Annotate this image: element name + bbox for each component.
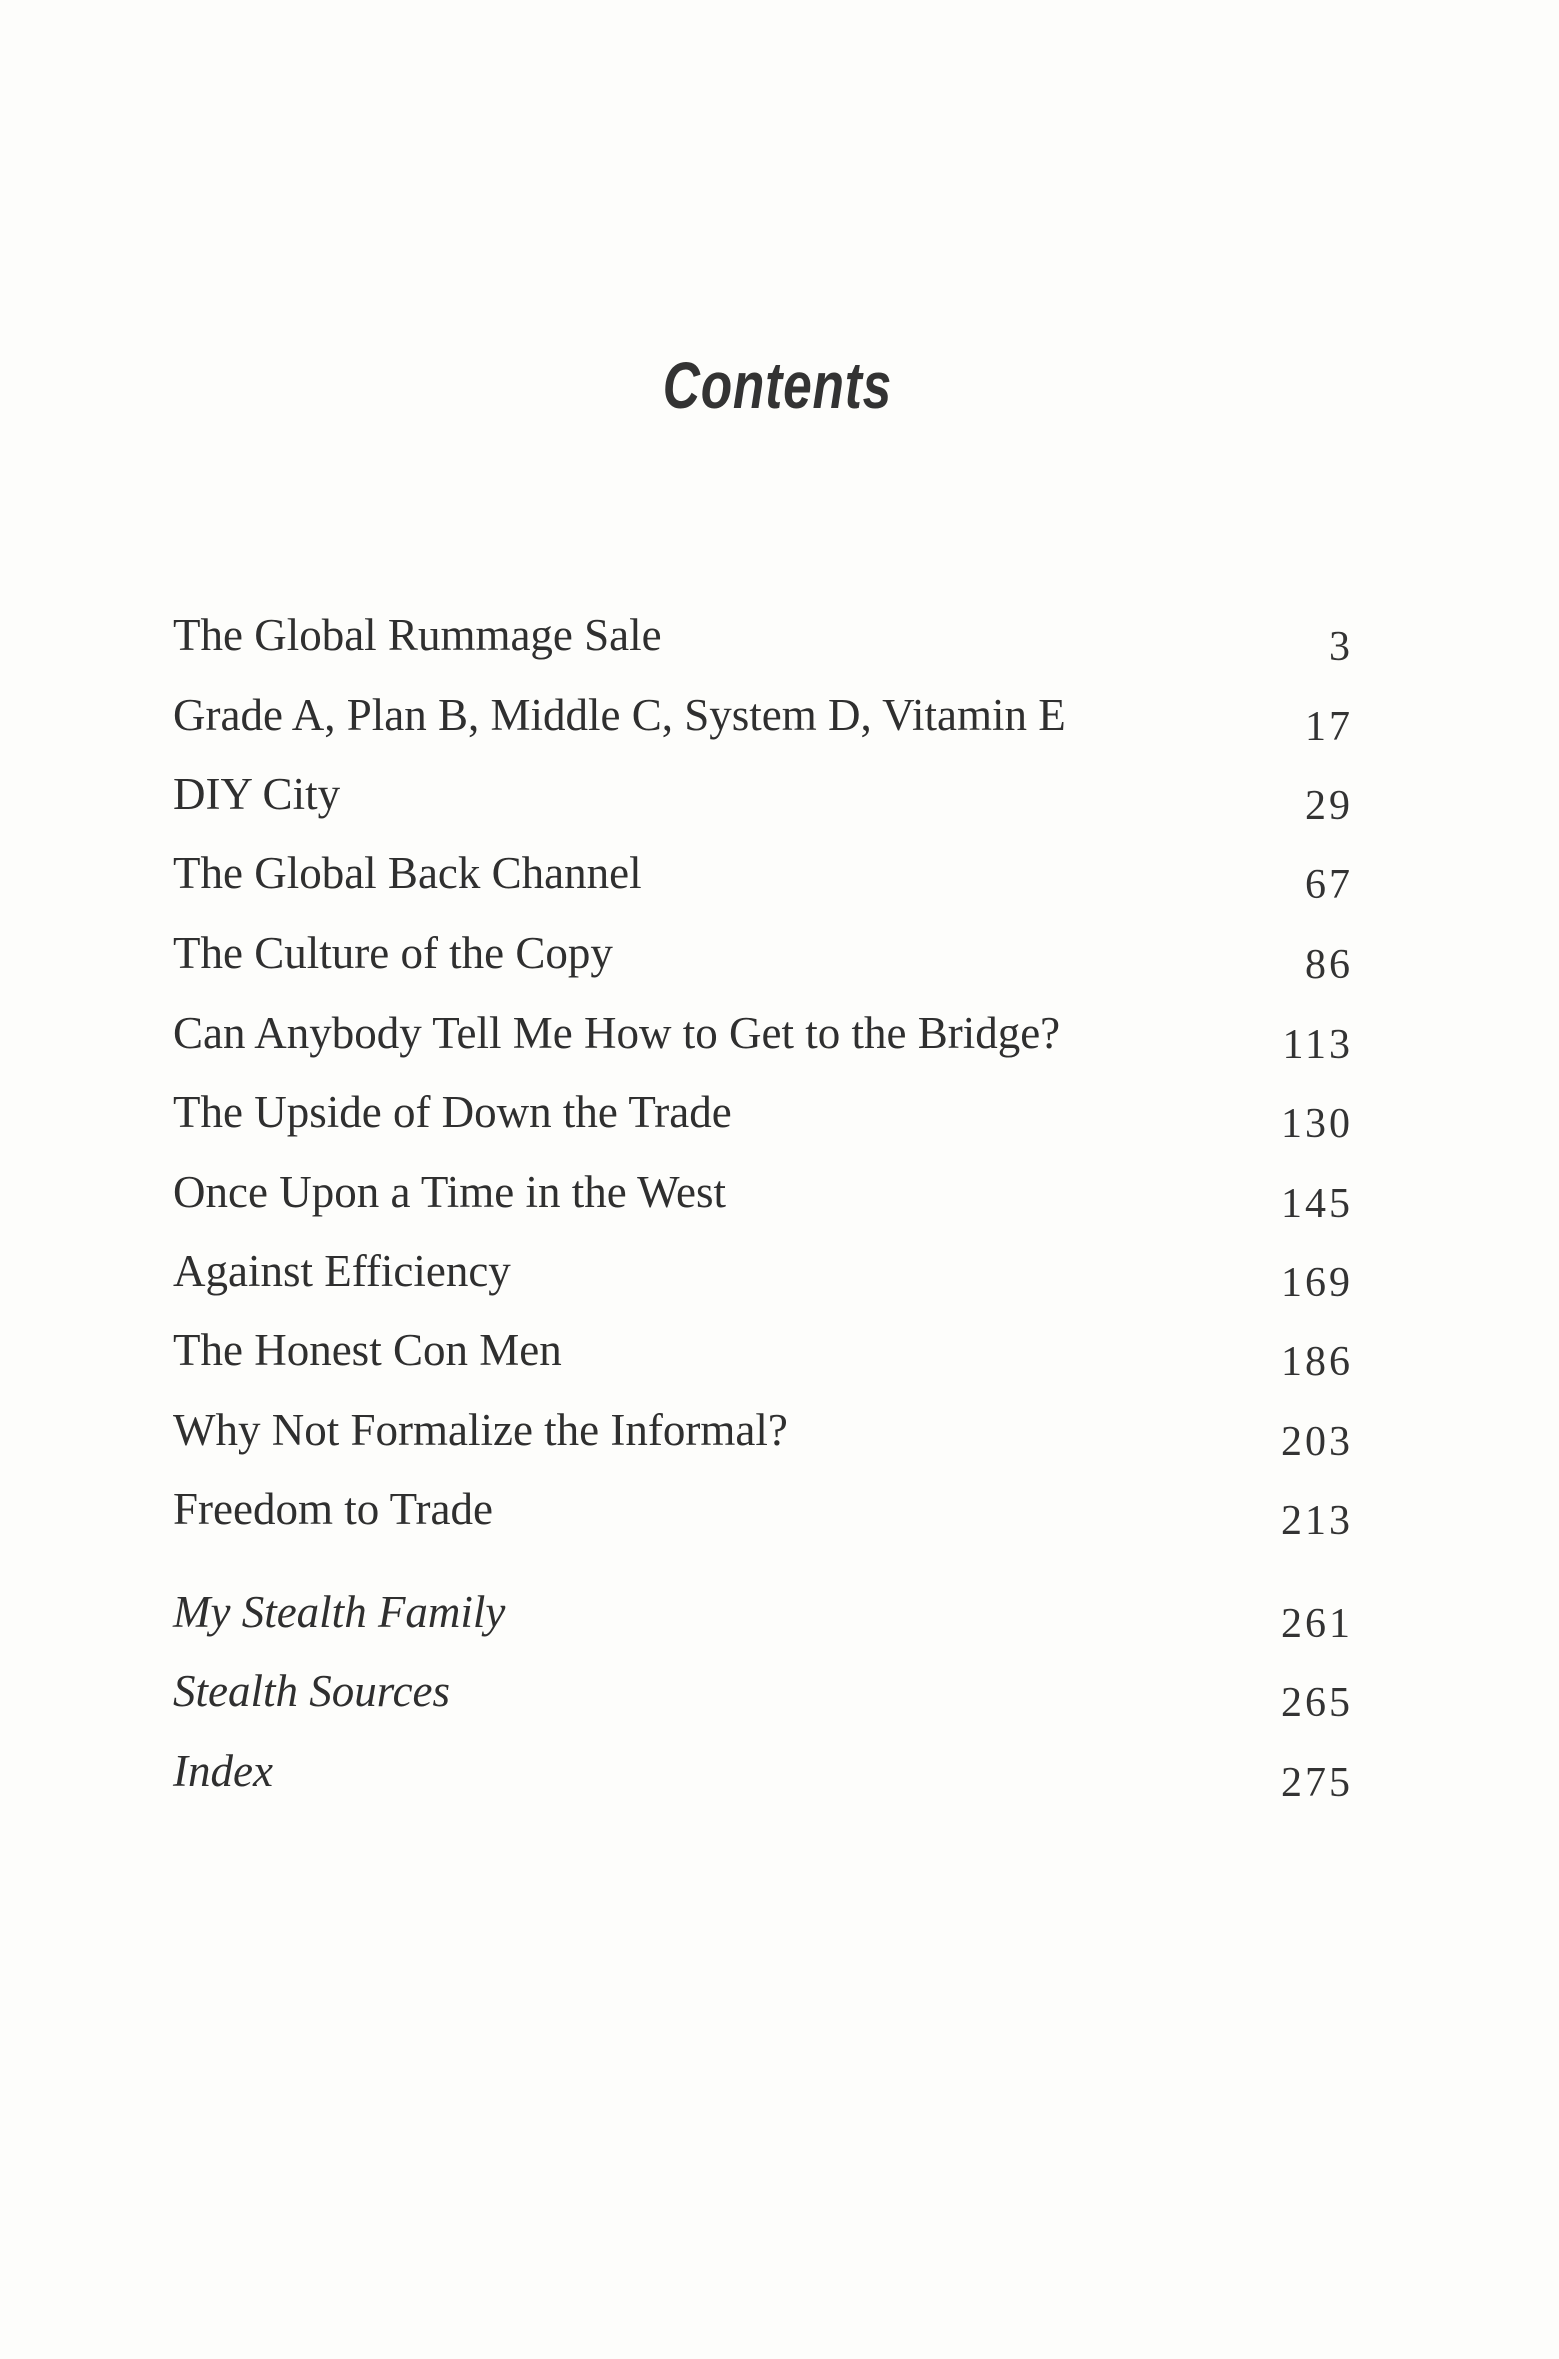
toc-entry-title: Index xyxy=(173,1746,273,1796)
toc-entry-title: Once Upon a Time in the West xyxy=(173,1167,727,1217)
toc-entry-title: Can Anybody Tell Me How to Get to the Bridge? xyxy=(173,1008,1061,1058)
toc-entry-page-number: 169 xyxy=(1281,1260,1353,1306)
toc-entry-page-number: 17 xyxy=(1305,704,1353,750)
toc-entry xyxy=(173,688,1353,758)
toc-entry-title: The Global Rummage Sale xyxy=(173,610,662,660)
toc-entry-page-number: 86 xyxy=(1305,942,1353,988)
toc-entry-title: My Stealth Family xyxy=(173,1587,506,1637)
toc-entry xyxy=(173,1244,1353,1314)
toc-entry-page-number: 130 xyxy=(1281,1101,1353,1147)
toc-entry xyxy=(173,608,1353,678)
toc-entry xyxy=(173,1085,1353,1155)
toc-entry xyxy=(173,767,1353,837)
toc-entry-title: The Culture of the Copy xyxy=(173,928,613,978)
toc-entry-page-number: 3 xyxy=(1329,624,1353,670)
toc-back-matter-entry xyxy=(173,1664,1353,1734)
toc-entry xyxy=(173,926,1353,996)
toc-entry-page-number: 145 xyxy=(1281,1181,1353,1227)
toc-entry-title: The Global Back Channel xyxy=(173,848,642,898)
toc-entry xyxy=(173,1482,1353,1552)
toc-entry xyxy=(173,846,1353,916)
toc-entry-page-number: 203 xyxy=(1281,1419,1353,1465)
toc-entry-title: Against Efficiency xyxy=(173,1246,511,1296)
toc-entry-page-number: 213 xyxy=(1281,1498,1353,1544)
toc-entry-title: Grade A, Plan B, Middle C, System D, Vitamin E xyxy=(173,690,1066,740)
toc-entry-page-number: 261 xyxy=(1281,1601,1353,1647)
toc-entry-page-number: 29 xyxy=(1305,783,1353,829)
toc-back-matter-entry xyxy=(173,1744,1353,1814)
toc-entry-page-number: 265 xyxy=(1281,1680,1353,1726)
toc-entry xyxy=(173,1006,1353,1076)
toc-entry-title: DIY City xyxy=(173,769,341,819)
toc-back-matter-entry xyxy=(173,1585,1353,1655)
toc-entry-page-number: 186 xyxy=(1281,1339,1353,1385)
toc-entry-title: Freedom to Trade xyxy=(173,1484,493,1534)
page-title: Contents xyxy=(662,348,893,422)
toc-entry-title: Why Not Formalize the Informal? xyxy=(173,1405,788,1455)
toc-entry xyxy=(173,1323,1353,1393)
toc-entry-title: The Upside of Down the Trade xyxy=(173,1087,732,1137)
toc-entry-page-number: 67 xyxy=(1305,862,1353,908)
toc-entry xyxy=(173,1403,1353,1473)
toc-entry-title: Stealth Sources xyxy=(173,1666,451,1716)
toc-entry-page-number: 113 xyxy=(1282,1022,1353,1068)
toc-entry-page-number: 275 xyxy=(1281,1760,1353,1806)
toc-entry-title: The Honest Con Men xyxy=(173,1325,562,1375)
toc-entry xyxy=(173,1165,1353,1235)
